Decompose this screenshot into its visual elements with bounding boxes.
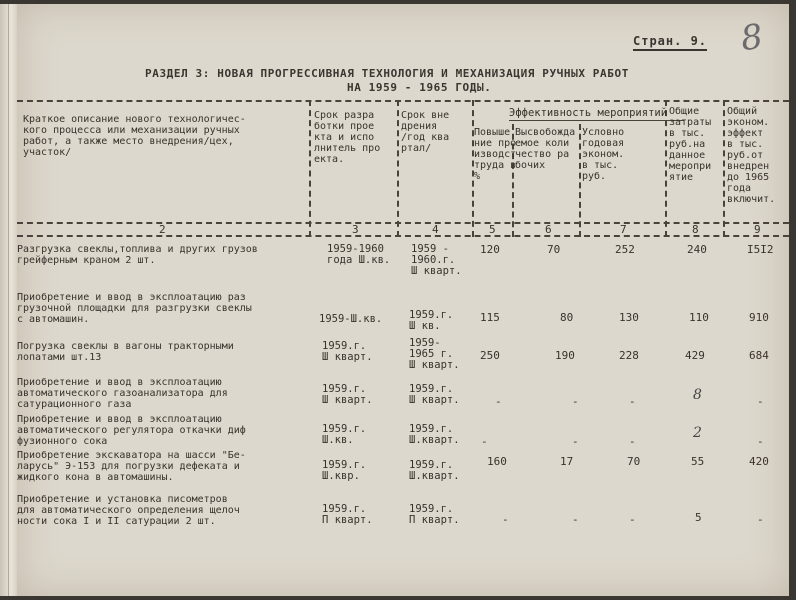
header-total-effect: Общий эконом. эффект в тыс. руб.от внедрен до 1965 года включит. [727, 106, 776, 205]
row-costs: 2 [693, 425, 702, 441]
row-savings: 228 [619, 349, 639, 362]
row-implementation: 1959 - 1960.г. Ш кварт. [411, 243, 462, 277]
row-workers: 80 [560, 311, 574, 324]
row-savings: - [629, 435, 636, 448]
row-description: Приобретение и ввод в эксплоатацию автоматического газоанализатора для сатурационного газа [17, 377, 228, 410]
row-savings: 130 [619, 311, 639, 324]
col-divider-2 [397, 100, 399, 237]
row-deadline: 1959-1960 года Ш.кв. [327, 243, 391, 266]
effectiveness-underline [509, 120, 684, 121]
row-deadline: 1959.г. Ш кварт. [322, 383, 373, 406]
row-implementation: 1959.г. Ш кварт. [409, 383, 460, 406]
row-implementation: 1959.г. Ш.кварт. [409, 459, 460, 482]
row-effect: 420 [749, 455, 769, 468]
header-workers-freed: Высвобожда емое коли чество ра бочих [515, 127, 576, 171]
row-costs: 110 [689, 311, 709, 324]
row-effect: - [757, 435, 764, 448]
header-description: Краткое описание нового технологичес- кого процесса или механизации ручных работ, а также место внедрения/цех, участок/ [23, 114, 246, 158]
handwritten-page-number: 8 [738, 16, 766, 60]
row-workers: 190 [555, 349, 575, 362]
column-number: 8 [692, 223, 699, 236]
col-divider-7 [723, 100, 725, 237]
header-effectiveness: Эффективность мероприятий [509, 107, 668, 119]
row-implementation: 1959.г. Ш кв. [409, 309, 454, 332]
column-number: 2 [159, 223, 166, 236]
row-effect: 684 [749, 349, 769, 362]
col-divider-1 [309, 100, 311, 237]
row-deadline: 1959-Ш.кв. [319, 313, 383, 325]
row-description: Приобретение и ввод в эксплоатацию раз грузочной площадки для разгрузки свеклы с автомашин. [17, 292, 252, 325]
row-costs: 55 [691, 455, 705, 468]
row-description: Приобретение и ввод в эксплоатацию автоматического регулятора откачки диф фузионного сока [17, 414, 246, 447]
row-workers: 17 [560, 455, 574, 468]
page-number: Стран. 9. [633, 34, 708, 48]
column-number: 9 [754, 223, 761, 236]
row-savings: - [629, 513, 636, 526]
row-workers: - [572, 395, 579, 408]
row-deadline: 1959.г. Ш кварт. [322, 340, 373, 363]
row-savings: - [629, 395, 636, 408]
row-savings: 252 [615, 243, 635, 256]
row-productivity: 115 [480, 311, 500, 324]
row-workers: 70 [547, 243, 561, 256]
row-workers: - [572, 513, 579, 526]
column-number: 4 [432, 223, 439, 236]
table-colnum-rule [17, 235, 789, 237]
row-effect: 910 [749, 311, 769, 324]
row-deadline: 1959.г. Ш.квр. [322, 459, 367, 482]
row-description: Приобретение экскаватора на шасси "Бе- ларусь" Э-153 для погрузки дефеката и жидкого кона в автомашины. [17, 450, 246, 483]
row-deadline: 1959.г. П кварт. [322, 503, 373, 526]
column-number: 7 [620, 223, 627, 236]
row-productivity: 160 [487, 455, 507, 468]
row-productivity: - [481, 435, 488, 448]
row-costs: 240 [687, 243, 707, 256]
header-implementation: Срок вне дрения /год ква ртал/ [401, 110, 450, 154]
row-savings: 70 [627, 455, 641, 468]
column-number: 3 [352, 223, 359, 236]
row-description: Приобретение и установка писометров для автоматического определения щелоч ности сока I и II сатурации 2 шт. [17, 494, 240, 527]
table-top-rule [17, 100, 789, 102]
row-description: Погрузка свеклы в вагоны тракторными лопатами шт.13 [17, 341, 234, 363]
section-subtitle: НА 1959 - 1965 ГОДЫ. [347, 81, 492, 94]
header-annual-savings: Условно годовая эконом. в тыс. руб. [582, 127, 625, 182]
row-effect: - [757, 513, 764, 526]
column-number: 5 [489, 223, 496, 236]
row-productivity: 120 [480, 243, 500, 256]
row-productivity: - [502, 513, 509, 526]
row-productivity: - [495, 395, 502, 408]
col-divider-5 [579, 124, 581, 237]
row-productivity: 250 [480, 349, 500, 362]
row-costs: 5 [695, 511, 702, 524]
row-costs: 429 [685, 349, 705, 362]
table-header-rule [17, 222, 789, 224]
row-effect: I5I2 [747, 243, 774, 256]
header-productivity: Повыше ние про изводст труда в % [474, 127, 517, 182]
header-deadline: Срок разра ботки прое кта и испо лнитель про екта. [314, 110, 381, 165]
row-effect: - [757, 395, 764, 408]
row-implementation: 1959.г. П кварт. [409, 503, 460, 526]
header-total-costs: Общие затраты в тыс. руб.на данное меропри ятие [669, 106, 712, 183]
document-page [17, 4, 789, 596]
column-number: 6 [545, 223, 552, 236]
row-description: Разгрузка свеклы,топлива и других грузов грейферным краном 2 шт. [17, 244, 258, 266]
row-implementation: 1959- 1965 г. Ш кварт. [409, 337, 460, 371]
row-costs: 8 [693, 387, 702, 403]
row-deadline: 1959.г. Ш.кв. [322, 423, 367, 446]
row-workers: - [572, 435, 579, 448]
col-divider-6 [665, 100, 667, 237]
section-title: РАЗДЕЛ 3: НОВАЯ ПРОГРЕССИВНАЯ ТЕХНОЛОГИЯ И МЕХАНИЗАЦИЯ РУЧНЫХ РАБОТ [145, 67, 629, 80]
row-implementation: 1959.г. Ш.кварт. [409, 423, 460, 446]
